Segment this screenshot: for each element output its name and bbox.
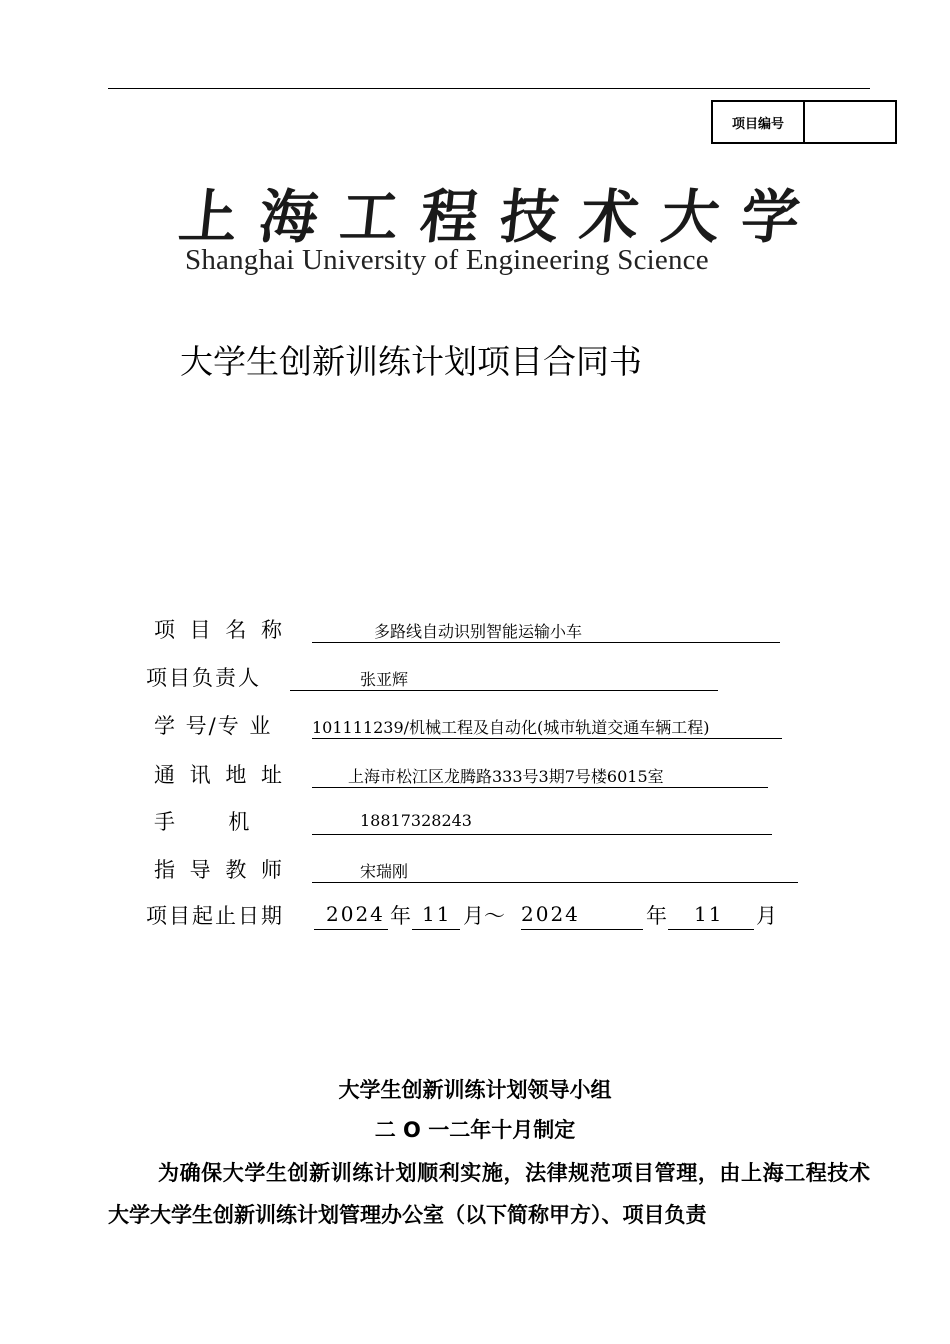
logo-char: 术 <box>577 183 643 251</box>
project-number-box <box>711 100 897 144</box>
year-unit: 年 <box>390 904 411 928</box>
logo-char: 工 <box>336 183 402 251</box>
logo-char: 程 <box>416 183 482 251</box>
field-label: 指 导 教 师 <box>154 858 287 882</box>
field-label: 项目起止日期 <box>146 904 284 928</box>
field-label: 学 号/专 业 <box>154 714 273 738</box>
field-label: 通 讯 地 址 <box>154 763 287 787</box>
advisor-value[interactable]: 宋瑞刚 <box>312 856 798 883</box>
end-year-unit: 年 <box>646 904 667 928</box>
address-value[interactable]: 上海市松江区龙腾路333号3期7号楼6015室 <box>312 761 768 788</box>
student-major-value[interactable]: 101111239/机械工程及自动化(城市轨道交通车辆工程) <box>312 712 782 739</box>
project-number-value[interactable] <box>805 102 895 142</box>
end-year-value[interactable]: 2024 <box>521 902 643 930</box>
phone-value[interactable]: 18817328243 <box>312 808 772 835</box>
university-logo-chinese <box>175 176 804 251</box>
field-label: 项目负责人 <box>146 666 261 690</box>
project-name-value[interactable]: 多路线自动识别智能运输小车 <box>312 616 780 643</box>
field-label: 手 机 <box>154 810 250 834</box>
logo-char: 技 <box>497 183 563 251</box>
leader-value[interactable]: 张亚辉 <box>290 664 718 691</box>
field-label: 项 目 名 称 <box>154 618 287 642</box>
start-month-value[interactable]: 11 <box>412 902 460 930</box>
end-month-unit: 月 <box>756 904 777 928</box>
contract-paragraph: 为确保大学生创新训练计划顺利实施，法律规范项目管理，由上海工程技术大学大学生创新训练计划管理办公室（以下简称甲方）、项目负责 <box>108 1161 870 1227</box>
project-number-label: 项目编号 <box>713 102 805 142</box>
made-date: 二 O 一二年十月制定 <box>374 1118 576 1142</box>
start-year-value[interactable]: 2024 <box>314 902 388 930</box>
end-month-value[interactable]: 11 <box>668 902 754 930</box>
leadership-group: 大学生创新训练计划领导小组 <box>338 1078 612 1102</box>
month-unit-tilde: 月～ <box>463 904 505 928</box>
logo-char: 海 <box>256 183 322 251</box>
logo-char: 上 <box>175 183 242 251</box>
document-title: 大学生创新训练计划项目合同书 <box>180 342 642 381</box>
logo-char: 大 <box>657 183 723 251</box>
header-rule <box>108 88 870 89</box>
university-logo-english: Shanghai University of Engineering Science <box>185 244 709 276</box>
logo-char: 学 <box>737 183 804 251</box>
